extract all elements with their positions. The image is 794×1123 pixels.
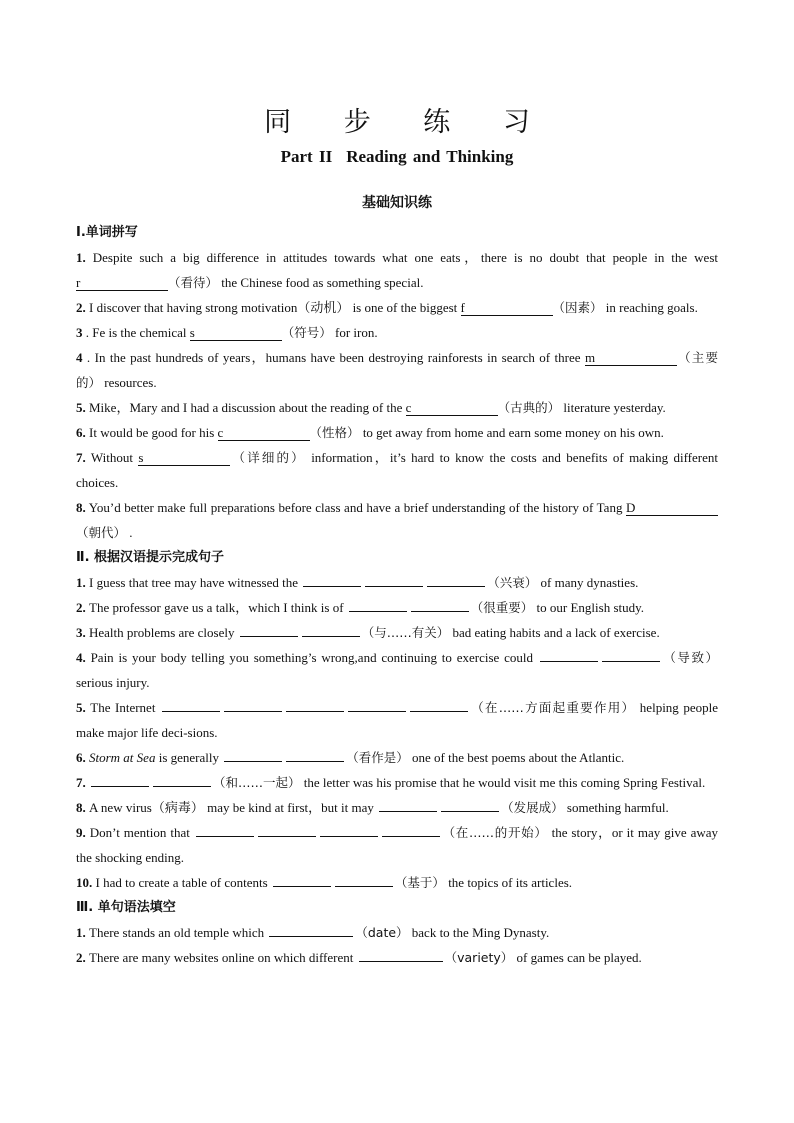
answer-blank[interactable] <box>303 571 361 587</box>
item-number: 1. <box>76 925 89 940</box>
answer-blank[interactable] <box>365 571 423 587</box>
item-text: Health problems are closely <box>89 625 238 640</box>
exercise-item <box>76 745 718 770</box>
section1-list <box>76 245 718 545</box>
item-number: 3 <box>76 325 83 340</box>
item-text: Pain is your body telling you something’s wrong,and continuing to exercise could <box>90 650 538 665</box>
exercise-item <box>76 245 718 295</box>
answer-blank[interactable] <box>540 646 598 662</box>
item-text: helping people make major life deci-sions. <box>76 700 718 740</box>
exercise-item <box>76 920 718 945</box>
item-number: 6. <box>76 750 89 765</box>
answer-blank[interactable] <box>153 771 211 787</box>
answer-blank[interactable] <box>441 796 499 812</box>
answer-blank[interactable] <box>320 821 378 837</box>
item-text: resources. <box>101 375 157 390</box>
item-number: 3. <box>76 625 89 640</box>
hint-text: （很重要） <box>470 600 534 615</box>
page-title: 同 步 练 习 <box>264 107 552 138</box>
hint-text: （因素） <box>552 300 603 315</box>
item-text: I guess that tree may have witnessed the <box>89 575 302 590</box>
hint-text: （基于） <box>394 875 445 890</box>
exercise-item <box>76 945 718 970</box>
item-text: to get away from home and earn some money on his own. <box>359 425 664 440</box>
item-text: Mike，Mary and I had a discussion about the reading of the <box>85 400 406 415</box>
item-number: 5. <box>76 400 86 415</box>
item-number: 6. <box>76 425 86 440</box>
hint-text: （古典的） <box>497 400 561 415</box>
answer-blank[interactable] <box>91 771 149 787</box>
answer-blank[interactable] <box>411 596 469 612</box>
answer-blank[interactable]: c <box>218 425 310 441</box>
part-subtitle <box>0 147 794 167</box>
exercise-item <box>76 320 718 345</box>
item-number: 8. <box>76 800 89 815</box>
hint-text: （variety） <box>444 950 514 965</box>
item-text: the story，or it may give away the shocking ending. <box>76 825 718 865</box>
item-text: I discover that having strong motivation（动机） is one of the biggest <box>85 300 461 315</box>
exercise-item <box>76 420 718 445</box>
item-number: 7. <box>76 450 86 465</box>
answer-blank[interactable]: s <box>190 325 282 341</box>
section2-list <box>76 570 718 895</box>
answer-blank[interactable]: m <box>585 350 677 366</box>
answer-blank[interactable] <box>224 696 282 712</box>
item-text: . In the past hundreds of years，humans have been destroying rainforests in search of three <box>82 350 585 365</box>
item-text: The professor gave us a talk，which I think is of <box>89 600 347 615</box>
exercise-item <box>76 770 718 795</box>
hint-text: （主要的） <box>76 350 718 390</box>
item-text: of games can be played. <box>513 950 642 965</box>
answer-blank[interactable]: f <box>461 300 553 316</box>
hint-text: （在……的开始） <box>441 825 548 840</box>
item-number: 4. <box>76 650 91 665</box>
hint-text: （详细的） <box>230 450 306 465</box>
part-label: Part II <box>280 147 333 166</box>
hint-text: （导致） <box>661 650 718 665</box>
section-title: 基础知识练 <box>362 195 432 211</box>
answer-blank[interactable] <box>335 871 393 887</box>
item-text: the Chinese food as something special. <box>218 275 424 290</box>
hint-text: （朝代） <box>76 525 127 540</box>
item-text: . <box>126 525 133 540</box>
answer-blank[interactable] <box>602 646 660 662</box>
answer-blank[interactable] <box>162 696 220 712</box>
exercise-item <box>76 345 718 395</box>
exercise-item <box>76 695 718 745</box>
item-text: serious injury. <box>76 675 150 690</box>
item-text: Without <box>85 450 139 465</box>
item-number: 10. <box>76 875 96 890</box>
item-text: of many dynasties. <box>537 575 639 590</box>
answer-blank[interactable] <box>410 696 468 712</box>
hint-text: （发展成） <box>501 800 564 815</box>
answer-blank[interactable] <box>286 696 344 712</box>
exercise-item <box>76 595 718 620</box>
topic-label: Reading and Thinking <box>346 147 514 166</box>
answer-blank[interactable]: s <box>138 450 230 466</box>
exercise-item <box>76 395 718 420</box>
item-number: 4 <box>76 350 83 365</box>
item-text: in reaching goals. <box>602 300 698 315</box>
answer-blank[interactable] <box>379 796 437 812</box>
section3-heading: Ⅲ. 单句语法填空 <box>76 900 176 915</box>
answer-blank[interactable] <box>349 596 407 612</box>
hint-text: （看待） <box>168 275 219 290</box>
answer-blank[interactable] <box>286 746 344 762</box>
item-number: 2. <box>76 300 86 315</box>
answer-blank[interactable] <box>196 821 254 837</box>
item-number: 1. <box>76 250 86 265</box>
answer-blank[interactable] <box>382 821 440 837</box>
hint-text: （date） <box>355 925 409 940</box>
item-number: 1. <box>76 575 89 590</box>
answer-blank[interactable] <box>224 746 282 762</box>
section1-heading: Ⅰ.单词拼写 <box>76 225 138 240</box>
item-text: . Fe is the chemical <box>82 325 190 340</box>
item-number: 8. <box>76 500 86 515</box>
item-number: 5. <box>76 700 91 715</box>
exercise-item <box>76 570 718 595</box>
hint-text: （在……方面起重要作用） <box>469 700 636 715</box>
exercise-item <box>76 870 718 895</box>
item-text: back to the Ming Dynasty. <box>408 925 550 940</box>
item-text: I had to create a table of contents <box>95 875 271 890</box>
answer-blank[interactable] <box>240 621 298 637</box>
item-title: Storm at Sea <box>89 750 156 765</box>
answer-blank[interactable]: r <box>76 275 168 291</box>
answer-blank[interactable] <box>348 696 406 712</box>
item-text: It would be good for his <box>85 425 218 440</box>
item-text: for iron. <box>331 325 378 340</box>
answer-blank[interactable] <box>258 821 316 837</box>
exercise-item <box>76 795 718 820</box>
exercise-item <box>76 820 718 870</box>
hint-text: （兴衰） <box>487 575 538 590</box>
exercise-item <box>76 495 718 545</box>
answer-blank[interactable] <box>427 571 485 587</box>
item-number: 2. <box>76 950 89 965</box>
hint-text: （和……一起） <box>213 775 301 790</box>
item-number: 2. <box>76 600 89 615</box>
answer-blank[interactable] <box>273 871 331 887</box>
item-text: is generally <box>155 750 223 765</box>
exercise-item <box>76 645 718 695</box>
answer-blank[interactable]: c <box>406 400 498 416</box>
item-number: 7. <box>76 775 89 790</box>
section2-heading: Ⅱ. 根据汉语提示完成句子 <box>76 550 225 565</box>
exercise-item <box>76 445 718 495</box>
hint-text: （与……有关） <box>361 625 450 640</box>
item-text: information，it’s hard to know the costs and benefits of making different choices. <box>76 450 718 490</box>
item-text: something harmful. <box>563 800 669 815</box>
item-text: bad eating habits and a lack of exercise. <box>449 625 660 640</box>
section3-list <box>76 920 718 970</box>
item-text: Don’t mention that <box>89 825 194 840</box>
hint-text: （性格） <box>309 425 360 440</box>
hint-text: （看作是） <box>346 750 409 765</box>
item-text: There are many websites online on which different <box>89 950 357 965</box>
hint-text: （符号） <box>281 325 332 340</box>
exercise-content <box>76 220 718 970</box>
item-text: The Internet <box>90 700 160 715</box>
item-text: A new virus（病毒） may be kind at first，but it may <box>89 800 378 815</box>
exercise-item <box>76 295 718 320</box>
exercise-item <box>76 620 718 645</box>
answer-blank[interactable] <box>302 621 360 637</box>
item-text: literature yesterday. <box>560 400 666 415</box>
item-number: 9. <box>76 825 90 840</box>
item-text: the topics of its articles. <box>444 875 573 890</box>
answer-blank[interactable] <box>269 921 353 937</box>
item-text: one of the best poems about the Atlantic. <box>408 750 625 765</box>
answer-blank[interactable]: D <box>626 500 718 516</box>
item-text: There stands an old temple which <box>89 925 268 940</box>
answer-blank[interactable] <box>359 946 443 962</box>
item-text: Despite such a big difference in attitudes towards what one eats，there is no doubt that people in the west <box>85 250 718 265</box>
item-text: to our English study. <box>533 600 645 615</box>
item-text: You’d better make full preparations before class and have a brief understanding of the history of Tang <box>85 500 626 515</box>
item-text: the letter was his promise that he would visit me this coming Spring Festival. <box>300 775 706 790</box>
